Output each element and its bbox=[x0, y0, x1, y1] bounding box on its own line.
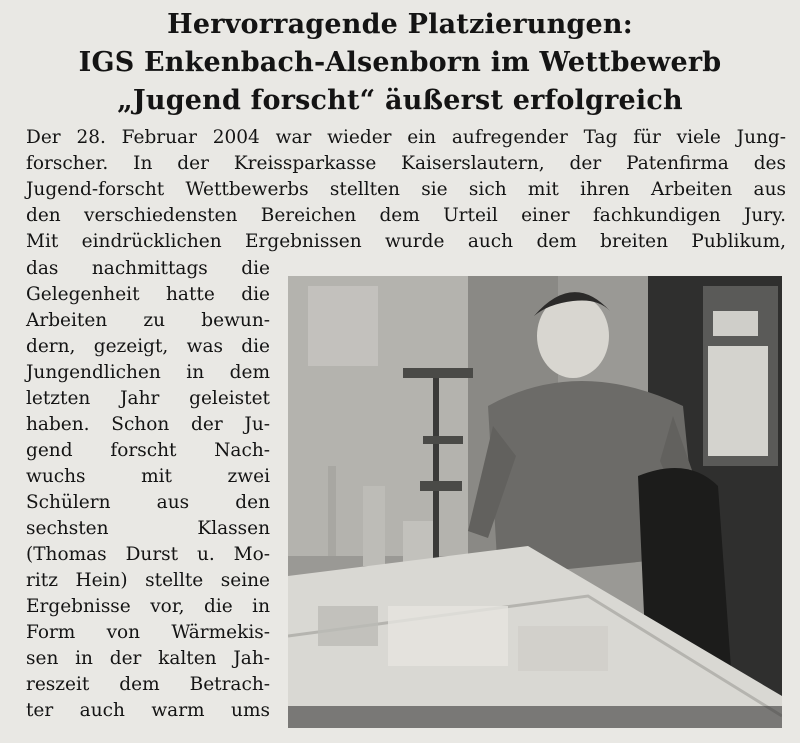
lead-line: forscher. In der Kreissparkasse Kaiserslautern, der Patenfirma des bbox=[26, 153, 786, 174]
column-line: Ergebnisse vor, die in bbox=[26, 596, 270, 617]
article-headline bbox=[0, 6, 800, 120]
column-line: sen in der kalten Jah- bbox=[26, 648, 270, 669]
column-line: wuchs mit zwei bbox=[26, 466, 270, 487]
column-line: Form von Wärmekis- bbox=[26, 622, 270, 643]
column-line: das nachmittags die bbox=[26, 258, 270, 279]
headline-line-2: IGS Enkenbach-Alsenborn im Wettbewerb bbox=[78, 47, 722, 78]
lead-line: Jugend-forscht Wettbewerbs stellten sie sich mit ihren Arbeiten aus bbox=[26, 179, 786, 200]
column-line: ter auch warm ums bbox=[26, 700, 270, 721]
lead-line: Mit eindrücklichen Ergebnissen wurde auch dem breiten Publikum, bbox=[26, 231, 786, 252]
headline-line-3: „Jugend forscht“ äußerst erfolgreich bbox=[117, 85, 683, 116]
lead-paragraph bbox=[26, 125, 786, 255]
column-line: Schülern aus den bbox=[26, 492, 270, 513]
column-line: haben. Schon der Ju- bbox=[26, 414, 270, 435]
article-photo bbox=[288, 276, 782, 728]
body-column bbox=[26, 256, 270, 724]
column-line: (Thomas Durst u. Mo- bbox=[26, 544, 270, 565]
column-line: reszeit dem Betrach- bbox=[26, 674, 270, 695]
column-line: dern, gezeigt, was die bbox=[26, 336, 270, 357]
column-line: letzten Jahr geleistet bbox=[26, 388, 270, 409]
column-line: gend forscht Nach- bbox=[26, 440, 270, 461]
lead-line: Der 28. Februar 2004 war wieder ein aufregender Tag für viele Jung- bbox=[26, 127, 786, 148]
column-line: Gelegenheit hatte die bbox=[26, 284, 270, 305]
column-line: Jungendlichen in dem bbox=[26, 362, 270, 383]
photo-illustration bbox=[288, 276, 782, 728]
headline-line-1: Hervorragende Platzierungen: bbox=[167, 9, 633, 40]
column-line: sechsten Klassen bbox=[26, 518, 270, 539]
column-line: Arbeiten zu bewun- bbox=[26, 310, 270, 331]
column-line: ritz Hein) stellte seine bbox=[26, 570, 270, 591]
lead-line: den verschiedensten Bereichen dem Urteil einer fachkundigen Jury. bbox=[26, 205, 786, 226]
